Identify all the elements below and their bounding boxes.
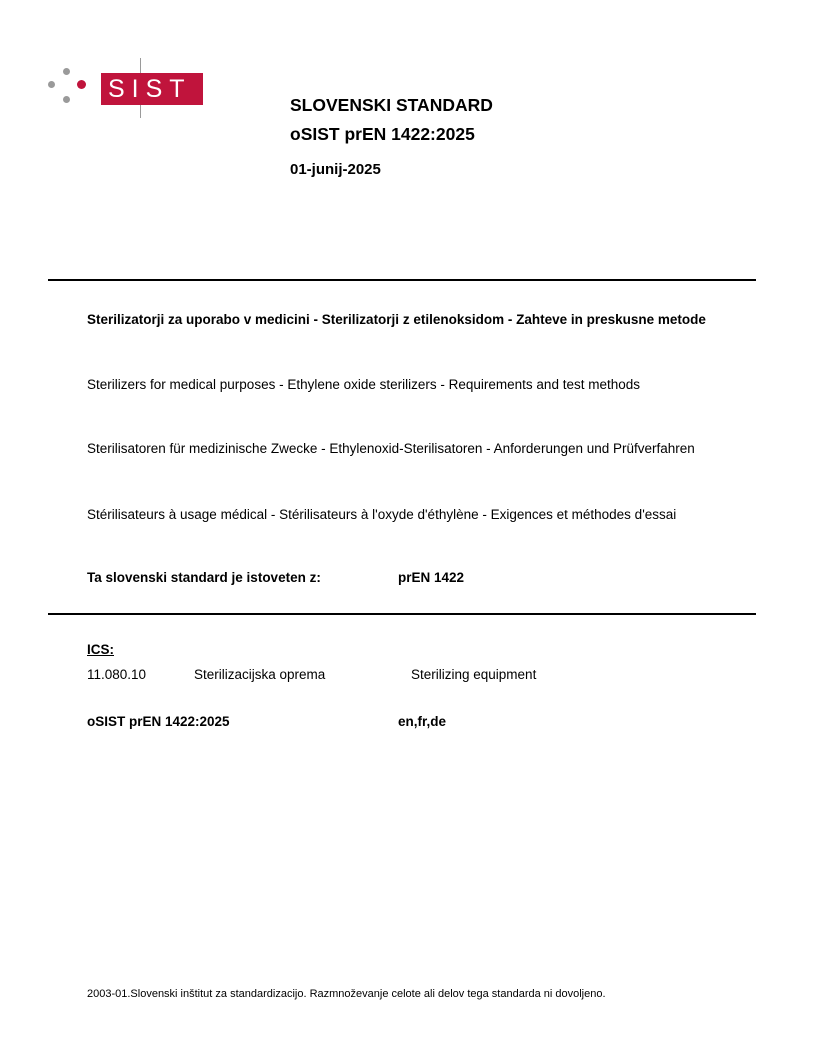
standard-code: oSIST prEN 1422:2025 — [290, 124, 475, 144]
title-french: Stérilisateurs à usage médical - Stérilisateurs à l'oxyde d'éthylène - Exigences et méthodes d'essai — [87, 507, 677, 522]
title-german: Sterilisatoren für medizinische Zwecke - Ethylenoxid-Sterilisatoren - Anforderungen und Prüfverfahren — [87, 441, 695, 456]
sist-logo: SIST — [101, 73, 203, 105]
standard-date: 01-junij-2025 — [290, 161, 381, 178]
copyright-footer: 2003-01.Slovenski inštitut za standardizacijo. Razmnoževanje celote ali delov tega standarda ni dovoljeno. — [87, 988, 606, 1000]
title-english: Sterilizers for medical purposes - Ethylene oxide sterilizers - Requirements and test methods — [87, 377, 640, 392]
ics-description-sl: Sterilizacijska oprema — [194, 667, 326, 682]
sist-logo-dots — [46, 66, 86, 110]
ics-heading: ICS: — [87, 642, 114, 657]
title-slovenian: Sterilizatorji za uporabo v medicini - Sterilizatorji z etilenoksidom - Zahteve in preskusne metode — [87, 312, 706, 327]
reference-languages: en,fr,de — [398, 714, 447, 729]
identical-label: Ta slovenski standard je istoveten z: — [87, 570, 321, 585]
standard-type: SLOVENSKI STANDARD — [290, 95, 493, 115]
ics-description-en: Sterilizing equipment — [411, 667, 537, 682]
top-rule — [48, 279, 756, 281]
ics-code: 11.080.10 — [87, 667, 147, 682]
bottom-rule — [48, 613, 756, 615]
reference-code: oSIST prEN 1422:2025 — [87, 714, 230, 729]
identical-value: prEN 1422 — [398, 570, 465, 585]
